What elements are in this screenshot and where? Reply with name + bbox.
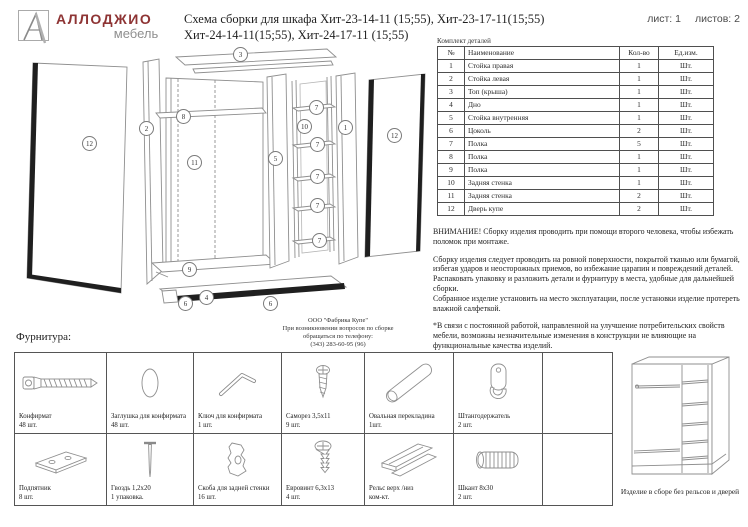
table-row	[438, 73, 714, 86]
part-name: Цоколь	[465, 125, 620, 138]
part-qty: 1	[620, 177, 659, 190]
hardware-item	[454, 434, 543, 506]
table-row	[438, 86, 714, 99]
part-unit: Шт.	[659, 138, 714, 151]
instruction-line: Сборку изделия следует проводить на ровной поверхности, покрытой тканью или бумагой, избегая ударов и неосторожных приемов, во избежание царапин и повреждений деталей.	[433, 254, 740, 274]
part-name: Задняя стенка	[465, 177, 620, 190]
hardware-caption: Фурнитура:	[16, 331, 72, 343]
dowel-icon	[468, 447, 528, 473]
part-qty: 1	[620, 99, 659, 112]
nail-icon	[140, 439, 160, 481]
hardware-label: Подпятник 8 шт.	[19, 485, 51, 501]
foot-pad-icon	[30, 444, 92, 476]
manufacturer-phone: (343) 283-60-95 (96)	[310, 341, 366, 349]
part-qty: 5	[620, 138, 659, 151]
rail-icon	[376, 439, 442, 481]
part-number: 2	[438, 73, 465, 86]
part-qty: 2	[620, 190, 659, 203]
hardware-item	[107, 434, 194, 506]
part-qty: 1	[620, 60, 659, 73]
hardware-label: Рельс верх /низ ком-кт.	[369, 485, 414, 501]
title-line1: Схема сборки для шкафа Хит-23-14-11 (15;55), Хит-23-17-11(15;55)	[184, 12, 545, 26]
table-row	[438, 138, 714, 151]
part-number: 12	[438, 203, 465, 216]
part-unit: Шт.	[659, 125, 714, 138]
diagram-callout-12: 12	[387, 128, 402, 143]
header-num: №	[438, 47, 465, 60]
instructions-text	[433, 255, 745, 314]
part-number: 3	[438, 86, 465, 99]
part-number: 5	[438, 112, 465, 125]
table-row	[438, 164, 714, 177]
part-unit: Шт.	[659, 190, 714, 203]
diagram-callout-1: 1	[338, 120, 353, 135]
hardware-item	[194, 434, 282, 506]
header-unit: Ед.изм.	[659, 47, 714, 60]
assembled-view-caption: Изделие в сборе без рельсов и дверей	[620, 487, 740, 496]
parts-table-caption: Комплект деталей	[437, 37, 491, 45]
part-name: Задняя стенка	[465, 190, 620, 203]
part-number: 10	[438, 177, 465, 190]
part-unit: Шт.	[659, 73, 714, 86]
hardware-item-empty	[543, 434, 613, 506]
table-row	[438, 177, 714, 190]
part-qty: 1	[620, 151, 659, 164]
diagram-callout-7: 7	[309, 100, 324, 115]
instruction-line: Распаковать упаковку и разложить детали и фурнитуру в места, удобные для дальнейшей сборки.	[433, 274, 734, 293]
part-name: Дно	[465, 99, 620, 112]
disclaimer-text: *В связи с постоянной работой, направленной на улучшение потребительских свойств мебели, возможны незначительные изменения в конструкции не влияющие на функциональные качества изделий.	[433, 321, 725, 350]
hardware-label: Штангодержатель 2 шт.	[458, 413, 511, 429]
hardware-item	[282, 353, 365, 434]
hardware-label: Гвоздь 1,2х20 1 упаковка.	[111, 485, 151, 501]
euro-screw-icon	[310, 439, 336, 481]
header-name: Наименование	[465, 47, 620, 60]
title-line2: Хит-24-14-11(15;55), Хит-24-17-11 (15;55)	[184, 28, 409, 42]
table-row	[438, 60, 714, 73]
table-row	[438, 190, 714, 203]
hardware-item	[107, 353, 194, 434]
hardware-item	[282, 434, 365, 506]
part-number: 8	[438, 151, 465, 164]
part-qty: 1	[620, 112, 659, 125]
part-qty: 2	[620, 125, 659, 138]
hardware-item-empty	[543, 353, 613, 434]
diagram-callout-9: 9	[182, 262, 197, 277]
hardware-label: Евровинт 6,3х13 4 шт.	[286, 485, 335, 501]
manufacturer-note: обращаться по телефону:	[303, 333, 373, 341]
part-qty: 2	[620, 203, 659, 216]
part-name: Полка	[465, 151, 620, 164]
manufacturer-note: При возникновении вопросов по сборке	[282, 325, 394, 333]
part-unit: Шт.	[659, 164, 714, 177]
brand-block	[56, 11, 188, 41]
header-qty: Кол-во	[620, 47, 659, 60]
part-unit: Шт.	[659, 99, 714, 112]
page-title	[184, 11, 584, 43]
part-unit: Шт.	[659, 151, 714, 164]
diagram-callout-10: 10	[297, 119, 312, 134]
screw-icon	[312, 364, 334, 402]
part-qty: 1	[620, 86, 659, 99]
brand-subtitle: мебель	[113, 26, 159, 41]
diagram-callout-6: 6	[263, 296, 278, 311]
part-qty: 1	[620, 73, 659, 86]
warning-text: ВНИМАНИЕ! Сборку изделия проводить при помощи второго человека, чтобы избежать поломок при монтаже.	[433, 227, 734, 246]
assembled-cabinet-icon	[612, 352, 748, 485]
hardware-item	[194, 353, 282, 434]
table-row	[438, 99, 714, 112]
hardware-label: Шкант 8х30 2 шт.	[458, 485, 493, 501]
part-number: 4	[438, 99, 465, 112]
assembly-notes	[433, 227, 745, 359]
table-row	[438, 203, 714, 216]
table-row	[438, 151, 714, 164]
sheets-total: листов: 2	[694, 13, 740, 25]
hardware-item	[365, 353, 454, 434]
diagram-callout-3: 3	[233, 47, 248, 62]
cap-icon	[135, 363, 165, 403]
part-name: Дверь купе	[465, 203, 620, 216]
part-unit: Шт.	[659, 177, 714, 190]
diagram-callout-7: 7	[310, 169, 325, 184]
part-number: 9	[438, 164, 465, 177]
hardware-label: Ключ для конфирмата 1 шт.	[198, 413, 263, 429]
hardware-item	[15, 353, 107, 434]
part-name: Стойка левая	[465, 73, 620, 86]
table-row	[438, 112, 714, 125]
diagram-callout-2: 2	[139, 121, 154, 136]
diagram-callout-4: 4	[199, 290, 214, 305]
part-name: Полка	[465, 138, 620, 151]
hardware-item	[454, 353, 543, 434]
part-name: Топ (крыша)	[465, 86, 620, 99]
oval-tube-icon	[377, 361, 441, 405]
confirmat-screw-icon	[21, 368, 101, 398]
diagram-callout-6: 6	[178, 296, 193, 311]
hardware-label: Саморез 3,5х11 9 шт.	[286, 413, 331, 429]
parts-table-header	[438, 47, 714, 60]
brand-name: АЛЛОДЖИО	[56, 11, 153, 27]
hardware-label: Заглушка для конфирмата 48 шт.	[111, 413, 186, 429]
instruction-line: Собранное изделие установить на место эксплуатации, после установки изделие протереть влажной салфеткой.	[433, 293, 740, 313]
part-number: 6	[438, 125, 465, 138]
bracket-icon	[224, 440, 252, 480]
assembled-view	[612, 352, 748, 505]
sheet-info	[612, 13, 740, 25]
table-row	[438, 125, 714, 138]
diagram-callout-11: 11	[187, 155, 202, 170]
part-name: Стойка внутренняя	[465, 112, 620, 125]
diagram-callout-5: 5	[268, 151, 283, 166]
part-number: 1	[438, 60, 465, 73]
part-qty: 1	[620, 164, 659, 177]
diagram-callout-7: 7	[312, 233, 327, 248]
hardware-item	[15, 434, 107, 506]
hex-key-icon	[215, 366, 261, 400]
hardware-grid	[14, 352, 613, 506]
part-unit: Шт.	[659, 86, 714, 99]
rod-holder-icon	[483, 361, 513, 405]
parts-table	[437, 46, 714, 216]
manufacturer-contact	[258, 317, 418, 350]
part-unit: Шт.	[659, 203, 714, 216]
diagram-callout-7: 7	[310, 198, 325, 213]
hardware-item	[365, 434, 454, 506]
part-unit: Шт.	[659, 112, 714, 125]
part-name: Полка	[465, 164, 620, 177]
hardware-label: Овальная перекладина 1шт.	[369, 413, 435, 429]
sheet-number: лист: 1	[647, 13, 681, 25]
diagram-callout-7: 7	[310, 137, 325, 152]
part-number: 7	[438, 138, 465, 151]
hardware-label: Конфирмат 48 шт.	[19, 413, 52, 429]
brand-logo-icon	[17, 9, 53, 45]
diagram-callout-8: 8	[176, 109, 191, 124]
part-number: 11	[438, 190, 465, 203]
hardware-label: Скоба для задней стенки 16 шт.	[198, 485, 270, 501]
manufacturer-name: ООО "Фабрика Купе"	[307, 317, 369, 324]
part-name: Стойка правая	[465, 60, 620, 73]
diagram-callout-12: 12	[82, 136, 97, 151]
part-unit: Шт.	[659, 60, 714, 73]
